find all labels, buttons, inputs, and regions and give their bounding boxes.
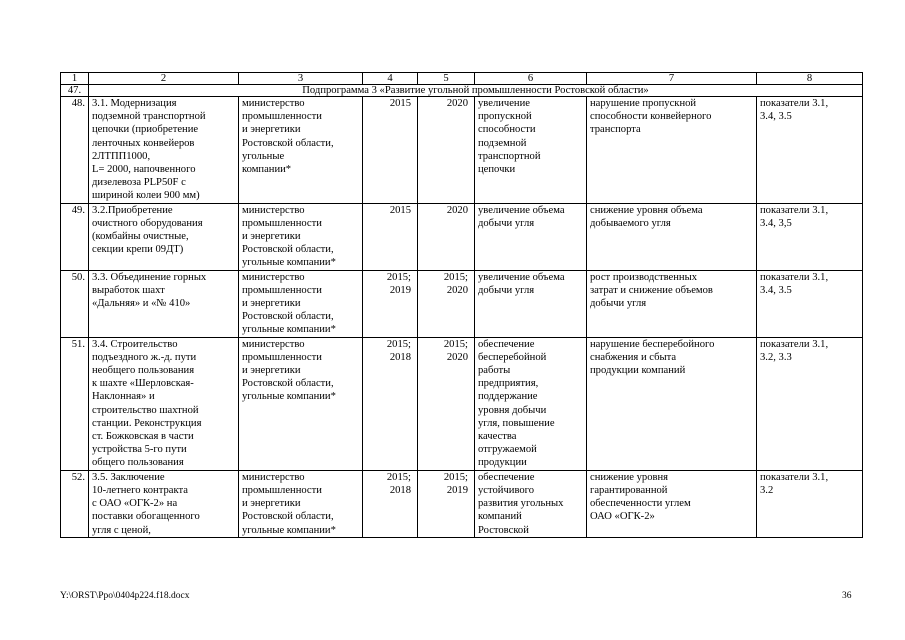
start-year-line: 2015; bbox=[386, 271, 411, 283]
expected-result-line: компаний bbox=[478, 511, 522, 523]
col-number-1: 1 bbox=[61, 73, 89, 85]
executor-line: Ростовской области, bbox=[242, 137, 334, 149]
executor-line: и энергетики bbox=[242, 365, 301, 377]
expected-result-line: уровня добычи bbox=[478, 404, 547, 416]
executor-cell bbox=[239, 97, 363, 204]
consequences-line: ОАО «ОГК-2» bbox=[590, 511, 655, 523]
table-row bbox=[61, 203, 863, 270]
consequences-line: снижение уровня bbox=[590, 471, 669, 483]
expected-result-line: развития угольных bbox=[478, 498, 564, 510]
start-year-cell bbox=[363, 270, 418, 337]
start-year-line: 2019 bbox=[389, 284, 411, 296]
start-year-cell bbox=[363, 470, 418, 537]
indicator-link-cell bbox=[757, 203, 863, 270]
measure-line: Наклонная» и bbox=[92, 391, 155, 403]
measure-line: дизелевоза PLP50F с bbox=[92, 177, 186, 189]
measure-line: поставки обогащенного bbox=[92, 511, 200, 523]
end-year-cell bbox=[418, 97, 475, 204]
start-year-line: 2015; bbox=[386, 338, 411, 350]
consequences-line: рост производственных bbox=[590, 271, 697, 283]
executor-cell bbox=[239, 270, 363, 337]
consequences-line: обеспеченности углем bbox=[590, 498, 691, 510]
start-year-line: 2015 bbox=[389, 204, 411, 216]
executor-line: угольные компании* bbox=[242, 324, 336, 336]
executor-cell bbox=[239, 203, 363, 270]
consequences-line: добычи угля bbox=[590, 298, 647, 310]
executor-line: Ростовской области, bbox=[242, 311, 334, 323]
end-year-cell bbox=[418, 337, 475, 470]
row-number: 50. bbox=[61, 270, 89, 337]
measure-line: к шахте «Шерловская- bbox=[92, 378, 194, 390]
executor-line: промышленности bbox=[242, 111, 322, 123]
expected-result-line: бесперебойной bbox=[478, 351, 547, 363]
measure-line: очистного оборудования bbox=[92, 217, 203, 229]
consequences-line: нарушение пропускной bbox=[590, 98, 697, 109]
measure-cell bbox=[89, 470, 239, 537]
start-year-cell bbox=[363, 203, 418, 270]
consequences-line: способности конвейерного bbox=[590, 111, 712, 123]
expected-result-line: увеличение объема bbox=[478, 271, 565, 283]
consequences-line: продукции компаний bbox=[590, 365, 686, 377]
measure-line: угля с ценой, bbox=[92, 524, 151, 536]
executor-line: угольные компании* bbox=[242, 257, 336, 269]
executor-line: промышленности bbox=[242, 351, 322, 363]
measure-line: устройства 5-го пути bbox=[92, 444, 187, 456]
expected-result-line: увеличение bbox=[478, 98, 530, 109]
expected-result-line: поддержание bbox=[478, 391, 538, 403]
expected-result-line: увеличение объема bbox=[478, 204, 565, 216]
executor-line: министерство bbox=[242, 98, 305, 109]
measure-line: 3.3. Объединение горных bbox=[92, 271, 207, 283]
end-year-line: 2020 bbox=[446, 284, 468, 296]
indicator-link-cell bbox=[757, 97, 863, 204]
expected-result-cell bbox=[475, 470, 587, 537]
executor-line: Ростовской области, bbox=[242, 244, 334, 256]
expected-result-line: угля, повышение bbox=[478, 417, 555, 429]
measure-cell bbox=[89, 203, 239, 270]
measure-line: L= 2000, напочвенного bbox=[92, 164, 196, 176]
col-number-4: 4 bbox=[363, 73, 418, 85]
measure-line: цепочки (приобретение bbox=[92, 124, 199, 136]
expected-result-cell bbox=[475, 97, 587, 204]
measure-line: подземной транспортной bbox=[92, 111, 206, 123]
executor-line: и энергетики bbox=[242, 231, 301, 243]
table-row bbox=[61, 470, 863, 537]
row-number: 49. bbox=[61, 203, 89, 270]
program-table bbox=[60, 72, 863, 538]
start-year-line: 2015; bbox=[386, 471, 411, 483]
indicator-link-line: 3.2, 3.3 bbox=[760, 351, 792, 363]
measure-line: необщего пользования bbox=[92, 365, 195, 377]
column-number-row bbox=[61, 73, 863, 85]
measure-line: «Дальняя» и «№ 410» bbox=[92, 298, 191, 310]
executor-line: министерство bbox=[242, 338, 305, 350]
subprogram-row bbox=[61, 85, 863, 97]
end-year-line: 2020 bbox=[446, 351, 468, 363]
col-number-3: 3 bbox=[239, 73, 363, 85]
measure-line: (комбайны очистные, bbox=[92, 231, 189, 243]
executor-line: компании* bbox=[242, 164, 292, 176]
executor-line: Ростовской области, bbox=[242, 378, 334, 390]
indicator-link-line: показатели 3.1, bbox=[760, 338, 829, 350]
consequences-cell bbox=[587, 337, 757, 470]
measure-line: 3.4. Строительство bbox=[92, 338, 178, 350]
measure-line: 2ЛТПП1000, bbox=[92, 150, 151, 162]
consequences-line: добываемого угля bbox=[590, 217, 671, 229]
expected-result-line: продукции bbox=[478, 457, 527, 469]
measure-line: 3.1. Модернизация bbox=[92, 98, 177, 109]
subprogram-number: 47. bbox=[61, 85, 89, 97]
subprogram-title: Подпрограмма 3 «Развитие угольной промышленности Ростовской области» bbox=[89, 85, 863, 97]
consequences-line: нарушение бесперебойного bbox=[590, 338, 715, 350]
expected-result-line: добычи угля bbox=[478, 284, 535, 296]
end-year-cell bbox=[418, 270, 475, 337]
start-year-cell bbox=[363, 337, 418, 470]
measure-line: выработок шахт bbox=[92, 284, 165, 296]
expected-result-line: Ростовской bbox=[478, 524, 529, 536]
expected-result-line: цепочки bbox=[478, 164, 516, 176]
start-year-cell bbox=[363, 97, 418, 204]
end-year-cell bbox=[418, 203, 475, 270]
end-year-line: 2019 bbox=[446, 484, 468, 496]
measure-line: ст. Божковская в части bbox=[92, 431, 194, 443]
indicator-link-line: 3.4, 3.5 bbox=[760, 111, 792, 123]
row-number: 48. bbox=[61, 97, 89, 204]
end-year-line: 2020 bbox=[446, 98, 468, 109]
end-year-line: 2015; bbox=[443, 271, 468, 283]
end-year-line: 2015; bbox=[443, 338, 468, 350]
start-year-line: 2015 bbox=[389, 98, 411, 109]
executor-line: Ростовской области, bbox=[242, 511, 334, 523]
footer-file-path: Y:\ORST\Ppo\0404p224.f18.docx bbox=[60, 591, 190, 601]
measure-line: 10-летнего контракта bbox=[92, 484, 188, 496]
col-number-5: 5 bbox=[418, 73, 475, 85]
consequences-line: транспорта bbox=[590, 124, 641, 136]
consequences-line: гарантированной bbox=[590, 484, 668, 496]
indicator-link-cell bbox=[757, 270, 863, 337]
table-row bbox=[61, 337, 863, 470]
col-number-8: 8 bbox=[757, 73, 863, 85]
executor-line: и энергетики bbox=[242, 498, 301, 510]
row-number: 51. bbox=[61, 337, 89, 470]
measure-cell bbox=[89, 337, 239, 470]
row-number: 52. bbox=[61, 470, 89, 537]
measure-line: шириной колеи 900 мм) bbox=[92, 190, 200, 202]
measure-line: строительство шахтной bbox=[92, 404, 199, 416]
indicator-link-line: 3.4, 3,5 bbox=[760, 217, 792, 229]
end-year-cell bbox=[418, 470, 475, 537]
measure-line: 3.2.Приобретение bbox=[92, 204, 173, 216]
executor-line: угольные bbox=[242, 150, 285, 162]
executor-line: и энергетики bbox=[242, 124, 301, 136]
consequences-line: снижение уровня объема bbox=[590, 204, 703, 216]
measure-line: с ОАО «ОГК-2» на bbox=[92, 498, 178, 510]
measure-line: 3.5. Заключение bbox=[92, 471, 165, 483]
col-number-7: 7 bbox=[587, 73, 757, 85]
indicator-link-line: показатели 3.1, bbox=[760, 271, 829, 283]
expected-result-line: предприятия, bbox=[478, 378, 539, 390]
measure-cell bbox=[89, 270, 239, 337]
expected-result-line: работы bbox=[478, 365, 511, 377]
expected-result-line: добычи угля bbox=[478, 217, 535, 229]
page-number: 36 bbox=[842, 591, 852, 601]
measure-line: станции. Реконструкция bbox=[92, 417, 202, 429]
expected-result-line: качества bbox=[478, 431, 517, 443]
executor-line: угольные компании* bbox=[242, 391, 336, 403]
expected-result-line: транспортной bbox=[478, 150, 541, 162]
executor-line: угольные компании* bbox=[242, 524, 336, 536]
measure-cell bbox=[89, 97, 239, 204]
expected-result-line: обеспечение bbox=[478, 471, 535, 483]
executor-line: министерство bbox=[242, 471, 305, 483]
executor-line: и энергетики bbox=[242, 298, 301, 310]
expected-result-line: пропускной bbox=[478, 111, 532, 123]
executor-line: промышленности bbox=[242, 284, 322, 296]
measure-line: ленточных конвейеров bbox=[92, 137, 195, 149]
expected-result-line: способности bbox=[478, 124, 536, 136]
consequences-cell bbox=[587, 203, 757, 270]
expected-result-line: отгружаемой bbox=[478, 444, 537, 456]
indicator-link-line: показатели 3.1, bbox=[760, 471, 829, 483]
executor-line: министерство bbox=[242, 271, 305, 283]
indicator-link-line: 3.4, 3.5 bbox=[760, 284, 792, 296]
consequences-cell bbox=[587, 270, 757, 337]
consequences-line: снабжения и сбыта bbox=[590, 351, 677, 363]
consequences-cell bbox=[587, 97, 757, 204]
executor-line: министерство bbox=[242, 204, 305, 216]
indicator-link-line: 3.2 bbox=[760, 484, 774, 496]
start-year-line: 2018 bbox=[389, 351, 411, 363]
indicator-link-line: показатели 3.1, bbox=[760, 204, 829, 216]
expected-result-cell bbox=[475, 337, 587, 470]
expected-result-line: подземной bbox=[478, 137, 527, 149]
table-row bbox=[61, 97, 863, 204]
executor-line: промышленности bbox=[242, 217, 322, 229]
measure-line: секции крепи 09ДТ) bbox=[92, 244, 184, 256]
col-number-2: 2 bbox=[89, 73, 239, 85]
executor-cell bbox=[239, 470, 363, 537]
end-year-line: 2015; bbox=[443, 471, 468, 483]
indicator-link-line: показатели 3.1, bbox=[760, 98, 829, 109]
consequences-line: затрат и снижение объемов bbox=[590, 284, 713, 296]
measure-line: общего пользования bbox=[92, 457, 184, 469]
measure-line: подъездного ж.-д. пути bbox=[92, 351, 197, 363]
executor-cell bbox=[239, 337, 363, 470]
end-year-line: 2020 bbox=[446, 204, 468, 216]
executor-line: промышленности bbox=[242, 484, 322, 496]
expected-result-line: устойчивого bbox=[478, 484, 535, 496]
table-row bbox=[61, 270, 863, 337]
expected-result-line: обеспечение bbox=[478, 338, 535, 350]
indicator-link-cell bbox=[757, 470, 863, 537]
indicator-link-cell bbox=[757, 337, 863, 470]
start-year-line: 2018 bbox=[389, 484, 411, 496]
col-number-6: 6 bbox=[475, 73, 587, 85]
expected-result-cell bbox=[475, 270, 587, 337]
consequences-cell bbox=[587, 470, 757, 537]
expected-result-cell bbox=[475, 203, 587, 270]
